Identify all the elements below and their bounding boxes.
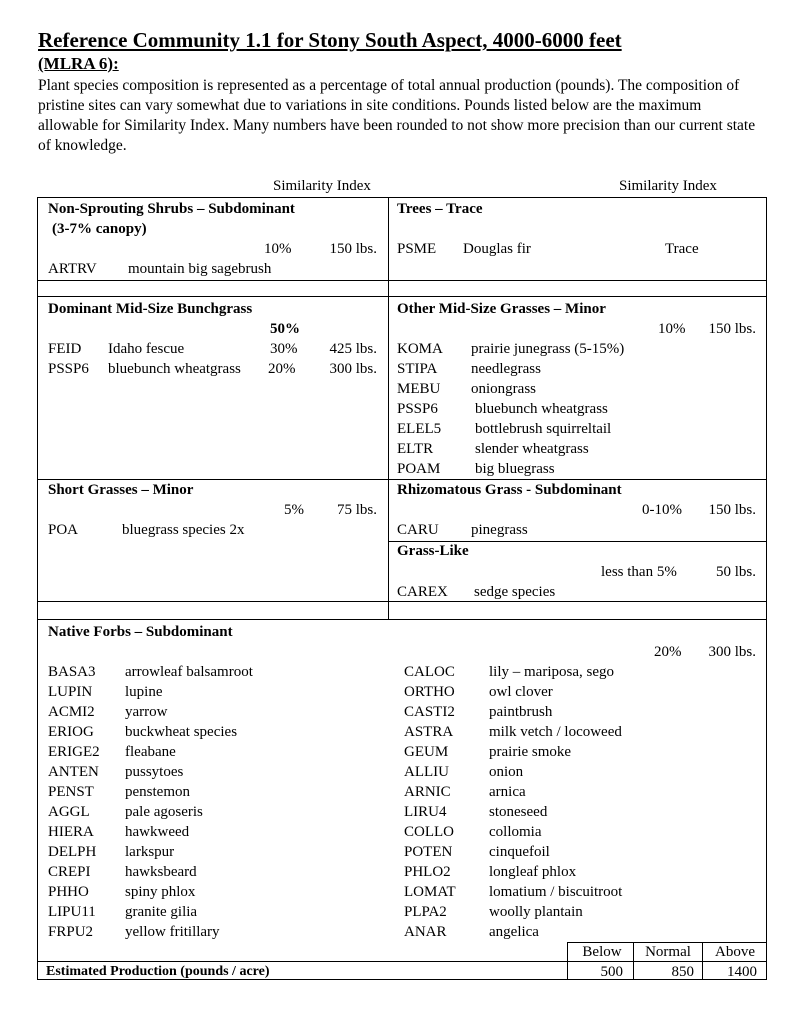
production-header-normal: Normal: [645, 944, 691, 960]
species-percent: 30%: [270, 341, 298, 357]
species-code: DELPH: [48, 844, 97, 860]
species-code: CAREX: [397, 584, 448, 600]
species-name: lily – mariposa, sego: [489, 664, 614, 680]
species-name: prairie smoke: [489, 744, 572, 760]
species-name: needlegrass: [471, 361, 541, 377]
species-name: hawkweed: [125, 824, 190, 840]
group-pounds: 150 lbs.: [708, 321, 756, 337]
group-canopy: (3-7% canopy): [52, 221, 147, 237]
species-code: MEBU: [397, 381, 441, 397]
species-code: ANTEN: [48, 764, 99, 780]
group-title: Short Grasses – Minor: [48, 482, 194, 498]
group-pounds: 150 lbs.: [329, 241, 377, 257]
species-name: paintbrush: [489, 704, 553, 720]
species-code: BASA3: [48, 664, 96, 680]
species-code: POTEN: [404, 844, 453, 860]
species-name: lupine: [125, 684, 163, 700]
species-name: sedge species: [474, 584, 556, 600]
species-name: arrowleaf balsamroot: [125, 664, 253, 680]
species-code: PSME: [397, 241, 437, 257]
species-code: PLPA2: [404, 904, 447, 920]
species-code: ACMI2: [48, 704, 95, 720]
group-percent: 50%: [270, 321, 300, 337]
species-name: Douglas fir: [463, 241, 531, 257]
similarity-index-label-right: Similarity Index: [619, 178, 717, 194]
species-name: bluegrass species 2x: [122, 522, 245, 538]
group-percent: 10%: [658, 321, 686, 337]
species-name: pussytoes: [125, 764, 184, 780]
row-divider: [38, 619, 766, 620]
species-name: hawksbeard: [125, 864, 197, 880]
page-subtitle: (MLRA 6):: [38, 54, 119, 73]
species-code: ERIOG: [48, 724, 94, 740]
species-code: PENST: [48, 784, 94, 800]
species-name: prairie junegrass (5-15%): [471, 341, 625, 357]
species-code: LOMAT: [404, 884, 456, 900]
species-code: HIERA: [48, 824, 94, 840]
species-name: milk vetch / locoweed: [489, 724, 622, 740]
species-name: cinquefoil: [489, 844, 550, 860]
species-code: CASTI2: [404, 704, 455, 720]
species-code: POAM: [397, 461, 441, 477]
production-label: Estimated Production (pounds / acre): [46, 964, 270, 979]
species-name: collomia: [489, 824, 542, 840]
group-title: Dominant Mid-Size Bunchgrass: [48, 301, 253, 317]
species-code: ORTHO: [404, 684, 455, 700]
species-name: pale agoseris: [125, 804, 203, 820]
production-value-below: 500: [600, 964, 623, 980]
species-pounds: 300 lbs.: [329, 361, 377, 377]
group-pounds: 75 lbs.: [336, 502, 377, 518]
species-code: CARU: [397, 522, 439, 538]
species-name: slender wheatgrass: [475, 441, 589, 457]
species-name: bluebunch wheatgrass: [108, 361, 241, 377]
species-code: POA: [48, 522, 79, 538]
species-code: CREPI: [48, 864, 91, 880]
species-code: PSSP6: [48, 361, 89, 377]
species-code: ARNIC: [404, 784, 451, 800]
species-name: larkspur: [125, 844, 175, 860]
species-name: buckwheat species: [125, 724, 238, 740]
species-value: Trace: [665, 241, 699, 257]
species-name: bottlebrush squirreltail: [475, 421, 612, 437]
species-code: LIPU11: [48, 904, 96, 920]
similarity-index-label-left: Similarity Index: [273, 178, 371, 194]
group-pounds: 50 lbs.: [715, 564, 756, 580]
species-name: angelica: [489, 924, 539, 940]
species-code: COLLO: [404, 824, 454, 840]
species-name: mountain big sagebrush: [128, 261, 272, 277]
group-pounds: 150 lbs.: [708, 502, 756, 518]
species-code: PHHO: [48, 884, 89, 900]
row-divider: [38, 296, 766, 297]
group-percent: 0-10%: [642, 502, 682, 518]
species-name: Idaho fescue: [108, 341, 185, 357]
production-col-divider: [567, 942, 568, 980]
species-code: ELTR: [397, 441, 434, 457]
species-name: stoneseed: [489, 804, 548, 820]
species-code: LIRU4: [404, 804, 447, 820]
species-name: big bluegrass: [475, 461, 555, 477]
species-code: ELEL5: [397, 421, 442, 437]
species-name: oniongrass: [471, 381, 536, 397]
group-pounds: 300 lbs.: [708, 644, 756, 660]
species-name: bluebunch wheatgrass: [475, 401, 608, 417]
group-title: Trees – Trace: [397, 201, 483, 217]
species-code: ARTRV: [48, 261, 97, 277]
species-code: KOMA: [397, 341, 443, 357]
species-code: STIPA: [397, 361, 438, 377]
species-code: AGGL: [48, 804, 90, 820]
species-name: onion: [489, 764, 524, 780]
group-percent: less than 5%: [601, 564, 677, 580]
species-pounds: 425 lbs.: [329, 341, 377, 357]
species-code: ERIGE2: [48, 744, 100, 760]
species-name: pinegrass: [471, 522, 528, 538]
species-code: GEUM: [404, 744, 449, 760]
intro-paragraph: Plant species composition is represented as a percentage of total annual production (pounds). The composition of pristine sites can vary somewhat due to variations in site conditions. Pounds listed below are the maximum allowable for Similarity Index. Many numbers have been rounded to not show more precision than our current state of knowledge.: [38, 77, 756, 154]
species-code: ALLIU: [404, 764, 449, 780]
row-divider: [38, 280, 766, 281]
species-code: PSSP6: [397, 401, 438, 417]
species-name: woolly plantain: [489, 904, 583, 920]
group-title: Grass-Like: [397, 543, 469, 559]
species-name: longleaf phlox: [489, 864, 577, 880]
species-name: penstemon: [125, 784, 190, 800]
group-percent: 10%: [264, 241, 292, 257]
group-title: Other Mid-Size Grasses – Minor: [397, 301, 606, 317]
species-code: FEID: [48, 341, 82, 357]
species-code: ASTRA: [404, 724, 454, 740]
production-header-above: Above: [715, 944, 755, 960]
group-title: Non-Sprouting Shrubs – Subdominant: [48, 201, 295, 217]
species-percent: 20%: [268, 361, 296, 377]
composition-table: [37, 197, 767, 980]
species-code: LUPIN: [48, 684, 93, 700]
group-title: Native Forbs – Subdominant: [48, 624, 233, 640]
group-percent: 20%: [654, 644, 682, 660]
species-code: PHLO2: [404, 864, 451, 880]
species-name: fleabane: [125, 744, 176, 760]
group-percent: 5%: [284, 502, 304, 518]
species-name: arnica: [489, 784, 526, 800]
species-name: lomatium / biscuitroot: [489, 884, 623, 900]
page-title: Reference Community 1.1 for Stony South Aspect, 4000-6000 feet: [38, 28, 622, 52]
species-name: yellow fritillary: [125, 924, 220, 940]
species-code: FRPU2: [48, 924, 94, 940]
species-name: owl clover: [489, 684, 553, 700]
column-divider: [388, 198, 389, 619]
species-code: CALOC: [404, 664, 455, 680]
species-name: yarrow: [125, 704, 168, 720]
production-value-above: 1400: [727, 964, 757, 980]
production-value-normal: 850: [671, 964, 694, 980]
species-code: ANAR: [404, 924, 447, 940]
group-title: Rhizomatous Grass - Subdominant: [397, 482, 622, 498]
production-header-below: Below: [582, 944, 622, 960]
species-name: granite gilia: [125, 904, 198, 920]
species-name: spiny phlox: [125, 884, 196, 900]
